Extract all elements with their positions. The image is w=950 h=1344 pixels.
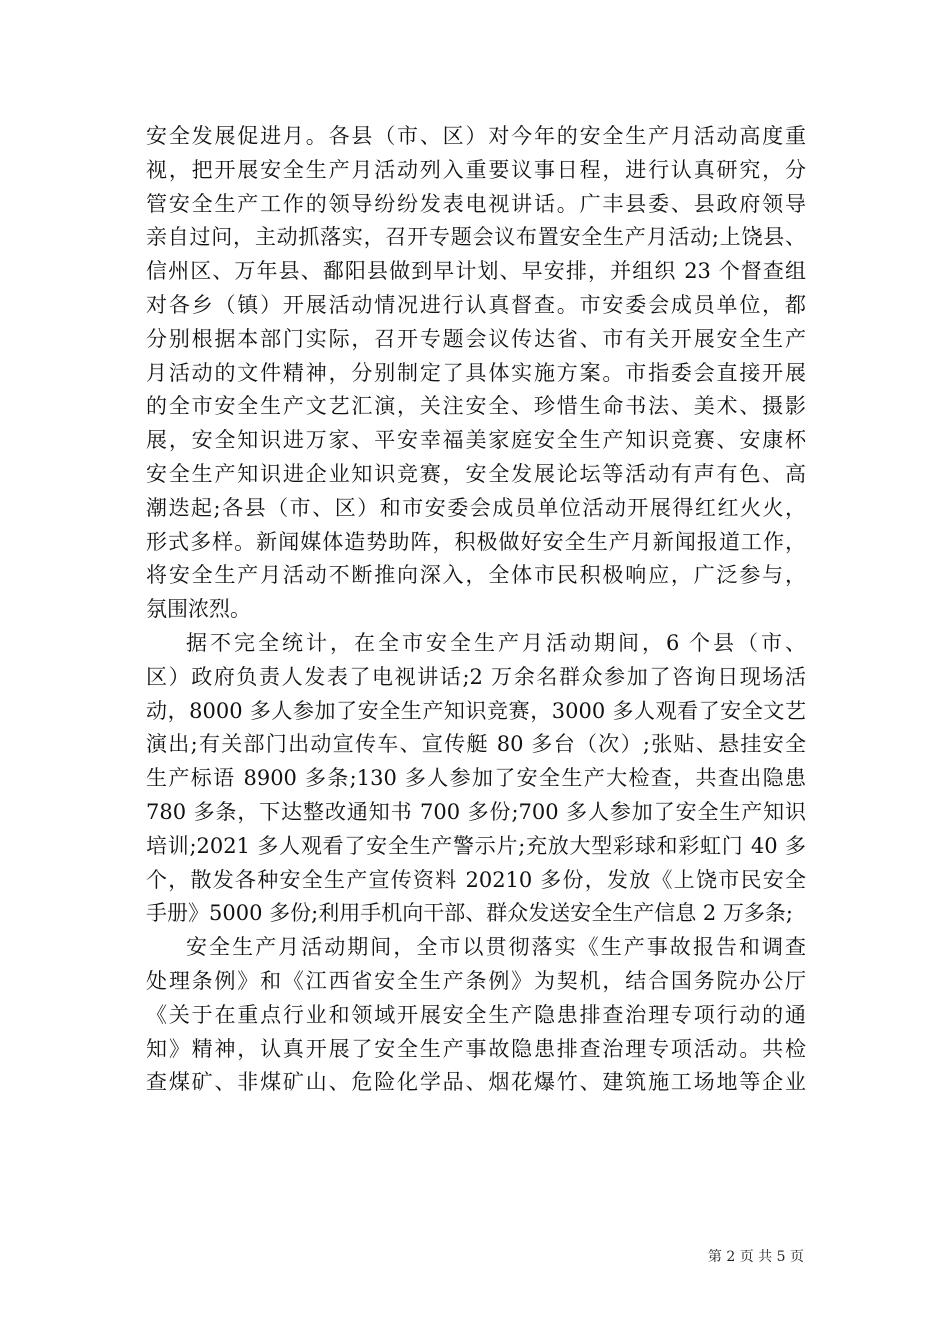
text-line: 形式多样。新闻媒体造势助阵，积极做好安全生产月新闻报道工作， (146, 529, 806, 554)
text-line: 安全生产知识进企业知识竞赛，安全发展论坛等活动有声有色、高 (146, 461, 806, 486)
text-line: 管安全生产工作的领导纷纷发表电视讲话。广丰县委、县政府领导 (146, 191, 806, 216)
text-line: 780 多条，下达整改通知书 700 多份;700 多人参加了安全生产知识 (146, 799, 806, 824)
text-line: 演出;有关部门出动宣传车、宣传艇 80 多台（次）;张贴、悬挂安全 (146, 732, 806, 757)
text-line: 展，安全知识进万家、平安幸福美家庭安全生产知识竞赛、安康杯 (146, 428, 806, 453)
text-line: 手册》5000 多份;利用手机向干部、群众发送安全生产信息 2 万多条; (146, 901, 793, 926)
text-line: 分别根据本部门实际，召开专题会议传达省、市有关开展安全生产 (146, 326, 806, 351)
text-line: 动，8000 多人参加了安全生产知识竞赛，3000 多人观看了安全文艺 (146, 698, 806, 723)
text-line: 《关于在重点行业和领域开展安全生产隐患排查治理专项行动的通 (146, 1002, 806, 1027)
text-line: 信州区、万年县、鄱阳县做到早计划、早安排，并组织 23 个督查组 (146, 259, 806, 284)
text-line: 月活动的文件精神，分别制定了具体实施方案。市指委会直接开展 (146, 360, 806, 385)
text-line: 安全生产月活动期间，全市以贯彻落实《生产事故报告和调查 (186, 935, 806, 960)
text-line: 视，把开展安全生产月活动列入重要议事日程，进行认真研究，分 (146, 157, 806, 182)
text-line: 安全发展促进月。各县（市、区）对今年的安全生产月活动高度重 (146, 124, 806, 148)
text-line: 知》精神，认真开展了安全生产事故隐患排查治理专项活动。共检 (146, 1036, 806, 1061)
text-line: 潮迭起;各县（市、区）和市安委会成员单位活动开展得红红火火， (146, 495, 806, 520)
text-line: 查煤矿、非煤矿山、危险化学品、烟花爆竹、建筑施工场地等企业 (146, 1070, 806, 1095)
text-line: 对各乡（镇）开展活动情况进行认真督查。市安委会成员单位，都 (146, 292, 806, 317)
page-number: 第 2 页 共 5 页 (707, 1249, 804, 1265)
text-line: 区）政府负责人发表了电视讲话;2 万余名群众参加了咨询日现场活 (146, 664, 806, 689)
text-line: 亲自过问，主动抓落实，召开专题会议布置安全生产月活动;上饶县、 (146, 225, 806, 250)
text-line: 处理条例》和《江西省安全生产条例》为契机，结合国务院办公厅 (146, 968, 806, 993)
text-line: 生产标语 8900 多条;130 多人参加了安全生产大检查，共查出隐患 (146, 766, 806, 791)
text-line: 的全市安全生产文艺汇演，关注安全、珍惜生命书法、美术、摄影 (146, 394, 806, 419)
text-line: 将安全生产月活动不断推向深入，全体市民积极响应，广泛参与， (146, 563, 806, 588)
text-line: 培训;2021 多人观看了安全生产警示片;充放大型彩球和彩虹门 40 多 (146, 833, 806, 858)
text-line: 据不完全统计，在全市安全生产月活动期间，6 个县（市、 (186, 630, 806, 655)
document-body (146, 120, 806, 1100)
text-line: 个，散发各种安全生产宣传资料 20210 多份，发放《上饶市民安全 (146, 867, 806, 892)
text-line: 氛围浓烈。 (146, 597, 251, 622)
